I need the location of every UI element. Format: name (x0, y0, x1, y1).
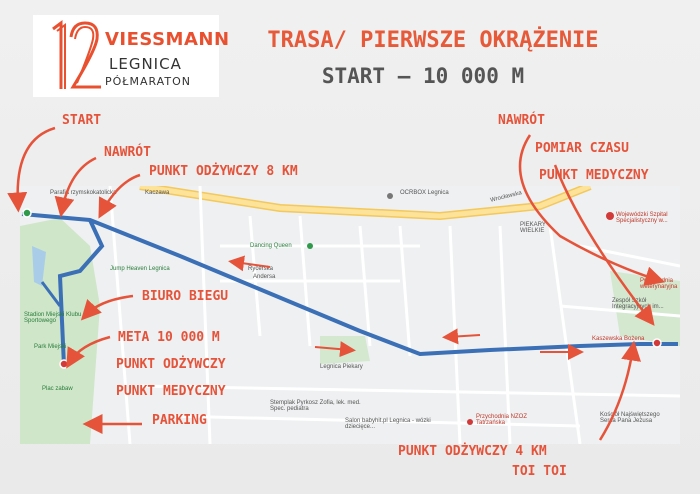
map-label-park: Park Miejski (34, 344, 67, 350)
label-punkt-medyczny: PUNKT MEDYCZNY (116, 384, 226, 399)
biuro-arrow-icon (86, 296, 133, 315)
city-name: LEGNICA (109, 55, 182, 73)
label-parking: PARKING (152, 413, 207, 428)
start-arrow-icon (18, 128, 55, 205)
map-label-stadion: Stadion Miejski Klubu Sportowego (24, 312, 82, 324)
page-title: TRASA/ PIERWSZE OKRĄŻENIE (267, 28, 599, 53)
map-label-andersa: Andersa (253, 274, 276, 280)
map-label-rycerska: Rycerska (248, 266, 274, 272)
label-nawrot-right: NAWRÓT (498, 113, 545, 128)
page-subtitle: START – 10 000 M (321, 64, 525, 88)
label-meta: META 10 000 M (118, 330, 220, 345)
map-label-piekary-station: Legnica Piekary (320, 364, 363, 370)
label-biuro-biegu: BIURO BIEGU (142, 289, 229, 304)
race-name: PÓŁMARATON (105, 75, 191, 88)
label-start: START (62, 113, 102, 128)
map-label-ocrbox: OCRBOX Legnica (400, 190, 449, 196)
label-punkt-4km: PUNKT ODŻYWCZY 4 KM (398, 444, 547, 459)
label-punkt-8km: PUNKT ODŻYWCZY 8 KM (149, 164, 298, 179)
map-label-stemplak: Stemplak Pyrkosz Zofia, lek. med. Spec. pediatra (270, 400, 361, 412)
map-label-salon: Salon babyhit.pl Legnica - wózki dziecięce... (345, 418, 431, 430)
nawrot-right-arrow-icon (520, 135, 658, 280)
map-label-jump: Jump Heaven Legnica (110, 266, 170, 272)
label-toi-toi: TOI TOI (512, 464, 567, 479)
label-punkt-odzywczy: PUNKT ODŻYWCZY (116, 357, 226, 372)
map-label-kaszewska: Kaszewska Bożena (592, 336, 645, 342)
label-pomiar-czasu: POMIAR CZASU (535, 141, 629, 156)
map-label-wroclawska: Wrocławska (489, 190, 523, 204)
map-label-dancing: Dancing Queen (250, 243, 292, 249)
map-label-plac: Plac zabaw (42, 386, 73, 392)
direction-arrow-icon (234, 262, 270, 267)
map-label-kaczawa: Kaczawa (145, 190, 170, 196)
brand-name: VIESSMANN (105, 29, 230, 50)
map-label-szpital: Wojewódzki Szpital Specjalistyczny w... (616, 212, 668, 224)
direction-arrow-icon (448, 335, 480, 337)
map-label-kosciol: Kościół Najświętszego Serca Pana Jezusa (600, 412, 660, 424)
direction-arrow-icon (315, 347, 350, 350)
label-punkt-medyczny-top: PUNKT MEDYCZNY (539, 168, 649, 183)
map-label-parafia: Parafia rzymskokatolicka (50, 190, 117, 196)
label-nawrot-left: NAWRÓT (104, 145, 151, 160)
nawrot-left-arrow-icon (62, 158, 96, 210)
map-label-piekary: PIEKARY WIELKIE (520, 222, 546, 234)
map-label-przychodnia-top: Przychodnia weterynaryjna (640, 278, 678, 290)
punkt-8km-arrow-icon (102, 175, 140, 212)
punkt-4km-arrow-icon (600, 348, 633, 440)
map-label-przychodnia-bottom: Przychodnia NZOZ Tatrzańska (476, 414, 528, 426)
meta-arrow-icon (70, 337, 110, 362)
map-label-zespol: Zespół Szkół Integracyjnych im... (612, 298, 664, 310)
